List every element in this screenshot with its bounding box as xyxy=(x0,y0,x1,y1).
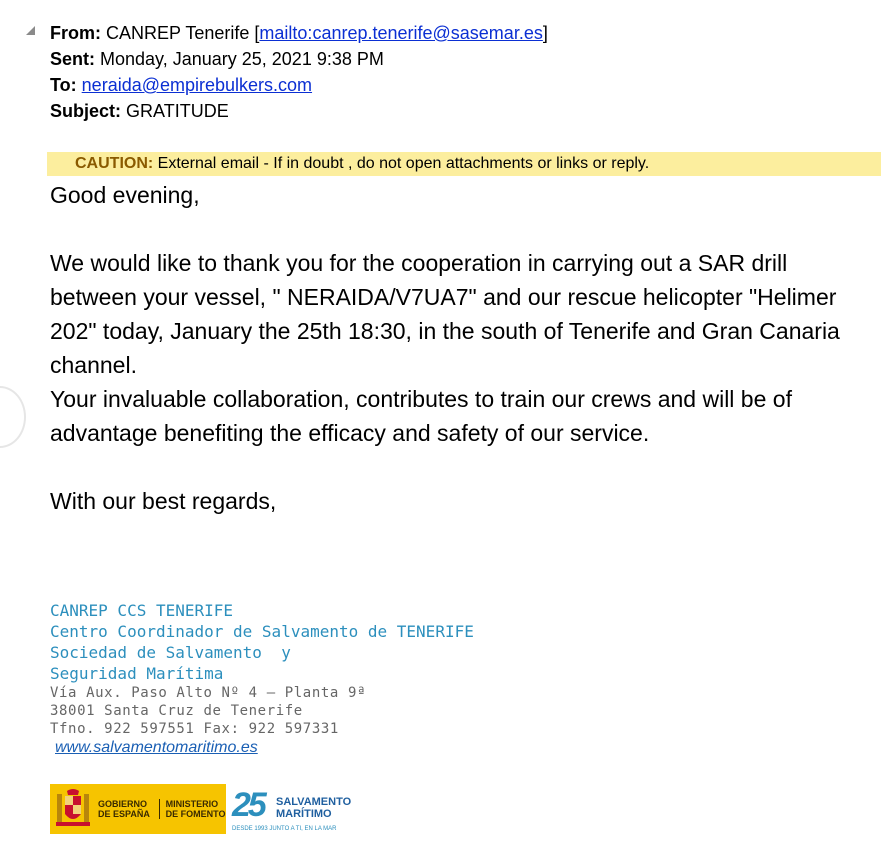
email-header xyxy=(50,20,548,124)
caution-banner xyxy=(47,152,881,176)
signature-line4: Seguridad Marítima xyxy=(50,664,224,683)
salvamento-name-line1: SALVAMENTO xyxy=(276,796,352,808)
website-link[interactable]: www.salvamentomaritimo.es xyxy=(55,739,258,756)
salvamento-name xyxy=(276,796,351,820)
scroll-edge-circle-icon xyxy=(0,386,26,448)
to-label: To: xyxy=(50,75,77,95)
from-label: From: xyxy=(50,23,101,43)
signature-address1: Vía Aux. Paso Alto Nº 4 – Planta 9ª xyxy=(50,685,367,701)
paragraph-collaboration: Your invaluable collaboration, contributes to train our crews and will be of advantage benefiting the efficacy and safety of our service. xyxy=(50,386,792,446)
closing: With our best regards, xyxy=(50,488,277,514)
caution-text: External email - If in doubt , do not open attachments or links or reply. xyxy=(153,155,650,172)
from-name: CANREP Tenerife [ xyxy=(106,23,260,43)
coat-of-arms-icon xyxy=(54,788,92,830)
sent-row xyxy=(50,46,548,72)
subject-row xyxy=(50,98,548,124)
to-row xyxy=(50,72,548,98)
ministry-text: MINISTERIO DE FOMENTO xyxy=(159,799,226,819)
anniversary-number: 25 xyxy=(232,786,264,824)
gov-text: GOBIERNO DE ESPAÑA xyxy=(98,799,150,819)
paragraph-thanks: We would like to thank you for the cooperation in carrying out a SAR drill between your vessel, " NERAIDA/V7UA7" and our rescue helicopter "Helimer 202" today, January the 25th 18:30, in the south of Tenerife and Gran Canaria channel. xyxy=(50,250,840,378)
signature-phones: Tfno. 922 597551 Fax: 922 597331 xyxy=(50,721,339,737)
salvamento-name-line2: MARÍTIMO xyxy=(276,808,332,820)
footer-logos xyxy=(50,784,360,838)
caution-label: CAUTION: xyxy=(75,155,154,172)
from-row xyxy=(50,20,548,46)
government-logo xyxy=(50,784,226,834)
signature-line3: Sociedad de Salvamento y xyxy=(50,643,291,662)
email-body xyxy=(50,178,880,518)
signature-line2: Centro Coordinador de Salvamento de TENERIFE xyxy=(50,622,474,641)
subject-value: GRATITUDE xyxy=(126,101,229,121)
from-mailto-link[interactable]: mailto:canrep.tenerife@sasemar.es xyxy=(259,23,543,43)
salvamento-logo xyxy=(232,786,360,836)
subject-label: Subject: xyxy=(50,101,122,121)
collapse-header-icon[interactable] xyxy=(26,26,35,35)
greeting: Good evening, xyxy=(50,182,200,208)
from-bracket: ] xyxy=(542,23,548,43)
salvamento-tagline: DESDE 1993 JUNTO A TI, EN LA MAR xyxy=(232,826,337,832)
signature-line1: CANREP CCS TENERIFE xyxy=(50,601,234,620)
to-email-link[interactable]: neraida@empirebulkers.com xyxy=(81,75,313,95)
sent-label: Sent: xyxy=(50,49,95,69)
signature xyxy=(50,600,474,757)
sent-value: Monday, January 25, 2021 9:38 PM xyxy=(100,49,384,69)
signature-address2: 38001 Santa Cruz de Tenerife xyxy=(50,703,303,719)
